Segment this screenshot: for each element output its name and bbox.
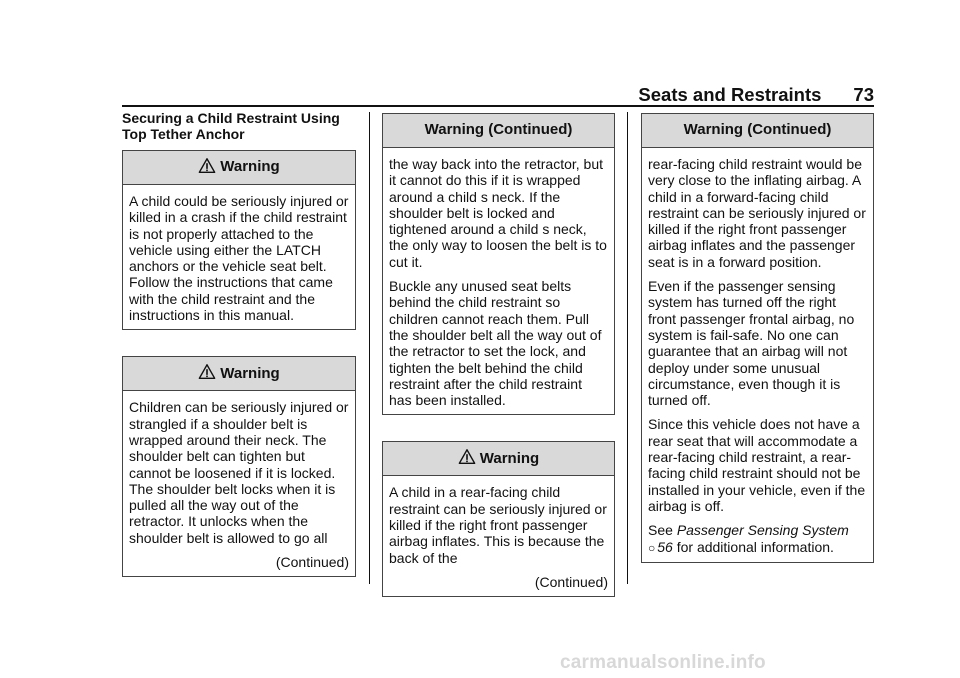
column-3 [641, 111, 874, 563]
warning-box-2 [122, 356, 356, 577]
warning-heading: Warning (Continued) [424, 121, 573, 139]
warning-box-body [383, 148, 614, 414]
warning-box-3 [382, 441, 615, 597]
warning-text: A child in a rear-facing child restraint can be seriously injured or killed if the right front passenger airbag inflates. This is because the back of the [389, 484, 607, 566]
page-header [0, 84, 874, 104]
warning-paragraph: the way back into the retractor, but it cannot do this if it is wrapped around a child s neck. If the shoulder belt is locked and tightened around a child s neck, the only way to loosen the belt is to cut it. [389, 156, 607, 270]
warning-triangle-icon [198, 157, 216, 175]
watermark: carmanualsonline.info [560, 652, 766, 673]
warning-heading: Warning [479, 449, 540, 467]
continued-label: (Continued) [275, 554, 349, 571]
warning-paragraph: rear-facing child restraint would be very close to the inflating airbag. A child in a forward-facing child restraint can be seriously injured or killed if the right front passenger airbag inflates and the passenger seat is in a forward position. [648, 156, 866, 270]
warning-box-body [123, 391, 355, 576]
warning-paragraph: Buckle any unused seat belts behind the child restraint so children cannot reach them. Pull the shoulder belt all the way out of the retractor to set the lock, and tighten the belt behind the child restraint after the child restraint has been installed. [389, 278, 602, 409]
warning-paragraph: Since this vehicle does not have a rear seat that will accommodate a rear-facing child restraint, a rear-facing child restraint should not be installed in your vehicle, even if the airbag is off. [648, 416, 866, 514]
warning-box-body [383, 476, 614, 596]
warning-box-header [123, 357, 355, 391]
warning-text: A child could be seriously injured or killed in a crash if the child restraint is not properly attached to the vehicle using either the LATCH anchors or the vehicle seat belt. Follow the instructions that came with the child restraint and the instructions in this manual. [129, 193, 349, 324]
warning-box-header [383, 114, 614, 148]
warning-continued-box [641, 113, 874, 563]
cross-reference-link[interactable]: Passenger Sensing System [676, 522, 849, 539]
section-title-header: Seats and Restraints [638, 84, 822, 105]
warning-heading: Warning (Continued) [683, 121, 832, 139]
warning-triangle-icon [458, 448, 476, 466]
subsection-title: Securing a Child Restraint Using Top Tether Anchor [122, 110, 340, 142]
warning-box-body [642, 148, 873, 562]
header-rule [122, 105, 874, 107]
see-reference [648, 522, 867, 556]
see-prefix: See [648, 522, 677, 539]
column-divider-1 [369, 112, 370, 584]
warning-box-header [642, 114, 873, 148]
warning-continued-box [382, 113, 615, 415]
xref-page-number[interactable]: 56 [657, 538, 673, 555]
warning-box-body [123, 185, 355, 329]
see-suffix: for additional information. [672, 538, 834, 555]
warning-box-header [383, 442, 614, 476]
column-2 [382, 111, 615, 597]
warning-heading: Warning [220, 364, 280, 382]
page-number: 73 [853, 84, 874, 105]
warning-text: Children can be seriously injured or strangled if a shoulder belt is wrapped around their neck. The shoulder belt can tighten but cannot be loosened if it is locked. The shoulder belt locks when it is pulled all the way out of the retractor. It unlocks when the shoulder belt is allowed to go all [129, 399, 349, 546]
warning-box-1 [122, 150, 356, 330]
continued-label: (Continued) [534, 573, 608, 590]
warning-paragraph: Even if the passenger sensing system has turned off the right front passenger frontal airbag, no system is fail-safe. No one can guarantee that an airbag will not deploy under some unusual circumstance, even though it is turned off. [648, 278, 855, 409]
xref-circle-icon: ○ [648, 540, 656, 555]
column-divider-2 [627, 112, 628, 584]
column-1 [122, 111, 356, 577]
warning-heading: Warning [220, 158, 280, 176]
warning-box-header [123, 151, 355, 185]
warning-triangle-icon [198, 363, 216, 381]
